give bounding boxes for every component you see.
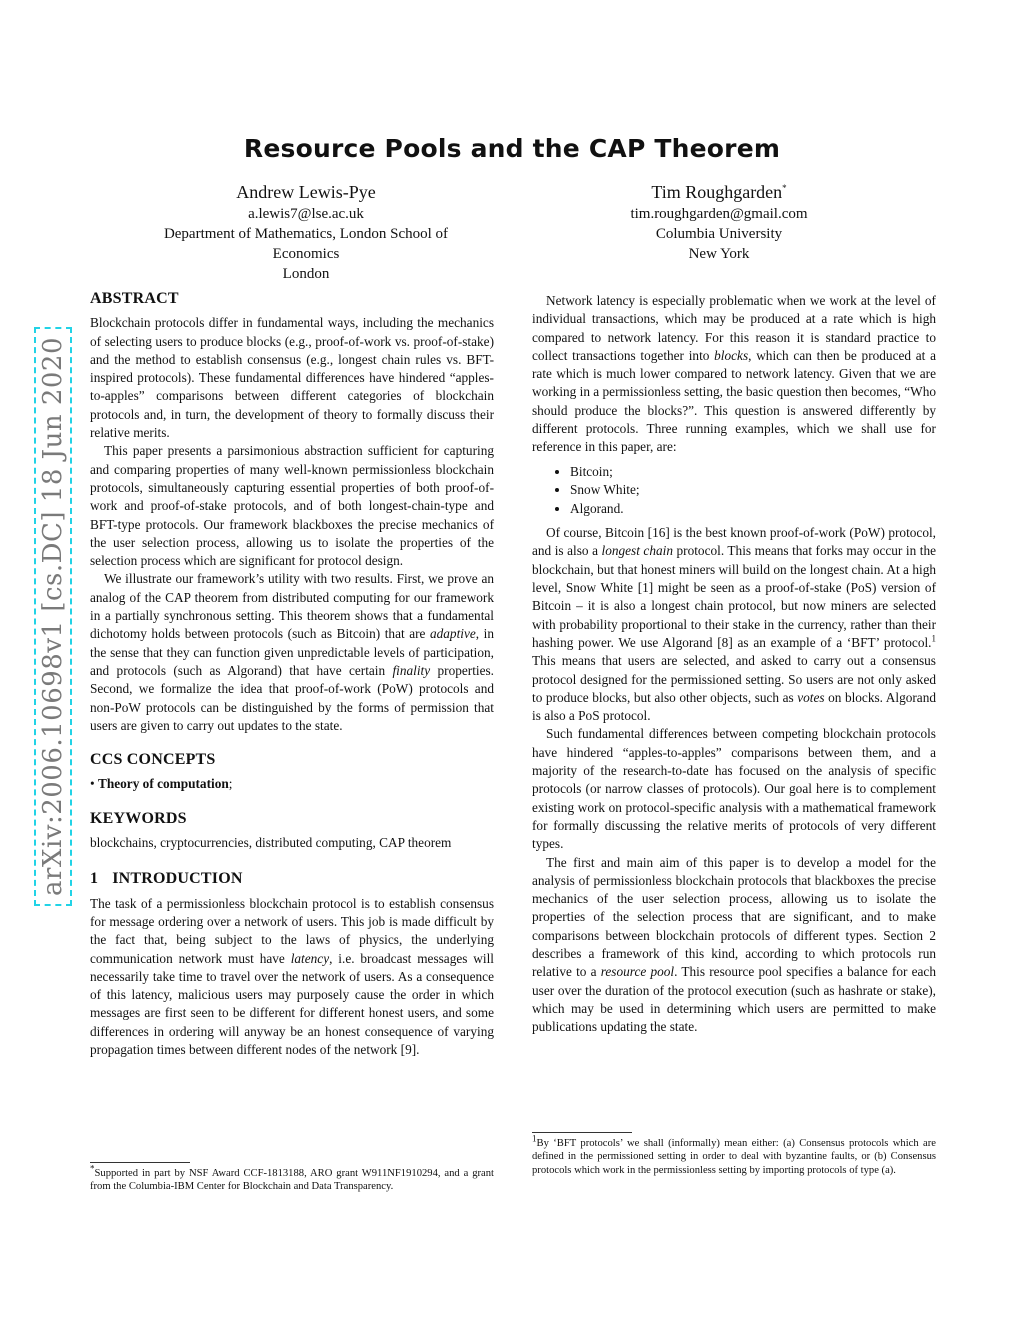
footnote-text: *Supported in part by NSF Award CCF-1813188, ARO grant W911NF1910294, and a grant from the Columbia-IBM Center for Blockchain and Data Transparency.: [90, 1163, 494, 1193]
body-paragraph: Such fundamental differences between competing blockchain protocols have hindered “apples-to-apples” comparisons between them, and a majority of the research-to-date has focused on the analysis of specific protocols (or narrow classes of protocols). Our goal here is to complement existing work on protocol-specific analysis with a mathematical framework for formally discussing the relative merits of protocols of very different types.: [532, 726, 936, 852]
paper-title: Resource Pools and the CAP Theorem: [243, 134, 781, 163]
footnote-rule: [90, 1162, 190, 1163]
ccs-concept: • Theory of computation;: [90, 776, 233, 792]
author-block-2: [560, 180, 878, 264]
author-block-1: [120, 180, 492, 284]
list-item: • Algorand.: [570, 500, 936, 519]
examples-list: [532, 463, 936, 519]
list-item: • Bitcoin;: [570, 463, 936, 482]
footnote-mark: *: [782, 183, 787, 193]
body-paragraph: The task of a permissionless blockchain protocol is to establish consensus for message ordering over a network of users. This job is made difficult by the fact that, being subject to the laws of physics, the underlying communication network must have latency, i.e. broadcast messages will necessarily take time to travel over the network of users. As a consequence of this latency, malicious users may purposely cause the order in which messages are first seen to be different for different honest users, and some differences in ordering will anyway be an honest consequence of varying propagation times between different nodes of the network [9].: [90, 895, 494, 1057]
footnote-left: [90, 1150, 494, 1194]
abstract-paragraph: Blockchain protocols differ in fundamental ways, including the mechanics of selecting users to produce blocks (e.g., proof-of-work vs. proof-of-stake) and the method to establish consensus (e.g., longest chain rules vs. BFT-inspired protocols). These fundamental differences have hindered “apples-to-apples” comparisons between different categories of blockchain protocols and, in turn, the development of theory to formally discuss their relative merits.: [90, 315, 494, 441]
body-paragraph: Of course, Bitcoin [16] is the best known proof-of-work (PoW) protocol, and is also a longest chain protocol. This means that forks may occur in the blockchain, but that honest miners will build on the longest chain. At a high level, Snow White [1] might be seen as a proof-of-stake (PoS) version of Bitcoin – it is also a longest chain protocol, but now miners are selected with probability proportional to their stake in the currency, rather than their hashing power. We use Algorand [8] as an example of a ‘BFT’ protocol.$^1$ This means that users are selected, and asked to carry out a consensus protocol designed for the permissioned setting. So users are not only asked to produce blocks, but also other objects, such as votes on blocks. Algorand is also a PoS protocol.: [532, 525, 937, 724]
author-affiliation: Columbia University: [655, 226, 783, 242]
keywords-text: blockchains, cryptocurrencies, distributed computing, CAP theorem: [90, 835, 452, 851]
footnote-rule: [532, 1132, 632, 1133]
footnote-text: $^1$By ‘BFT protocols’ we shall (informally) mean either: (a) Consensus protocols which are defined in the permissioned setting in order to deal with byzantine faults, or (b) Consensus protocols which work in the permissionless setting by importing protocols of type (a).: [532, 1133, 936, 1176]
footnote-right: [532, 1120, 936, 1177]
abstract-paragraph: We illustrate our framework’s utility with two results. First, we prove an analog of the CAP theorem from distributed computing for our framework in a partially synchronous setting. This theorem shows that a fundamental dichotomy holds between protocols (such as Bitcoin) that are adaptive, in the sense that they can function given unpredictable levels of participation, and protocols (such as Algorand) that have certain finality properties. Second, we formalize the idea that proof-of-work (PoW) protocols and non-PoW protocols can be distinguished by the forms of permission that users are given to carry out updates to the state.: [90, 571, 494, 733]
abstract-paragraph: This paper presents a parsimonious abstraction sufficient for capturing and comparing properties of many well-known permissionless blockchain protocols, simultaneously capturing essential properties of both proof-of-work and proof-of-stake protocols, and of both longest-chain-type and BFT-type protocols. Our framework blackboxes the precise mechanics of the user selection process, allowing us to isolate the properties of the selection process which are significant for protocol design.: [90, 443, 494, 569]
section-heading-introduction: 1 INTRODUCTION: [90, 870, 243, 888]
author-email: tim.roughgarden@gmail.com: [630, 206, 808, 222]
body-paragraph: Network latency is especially problematic when we work at the level of individual transactions, which may be produced at a rate which is high compared to network latency. For this reason it is standard practice to collect transactions together into blocks, which can then be produced at a rate which is much lower compared to network latency. Given that we are working in a permissionless setting, the basic question then becomes, “Who should produce the blocks?”. This question is answered differently by different protocols. Three running examples, which we shall use for reference in this paper, are:: [532, 293, 936, 455]
right-column: [532, 292, 936, 1036]
author-location: London: [282, 266, 330, 282]
author-affiliation: Department of Mathematics, London School of: [163, 226, 449, 242]
left-column: [90, 290, 494, 1059]
keywords-heading: KEYWORDS: [90, 809, 187, 827]
author-location: New York: [688, 246, 750, 262]
arxiv-side-stamp: arXiv:2006.10698v1 [cs.DC] 18 Jun 2020: [34, 327, 72, 906]
author-email: a.lewis7@lse.ac.uk: [248, 206, 364, 222]
author-name: Andrew Lewis-Pye: [236, 182, 376, 202]
ccs-heading: CCS CONCEPTS: [90, 751, 216, 769]
abstract-heading: ABSTRACT: [90, 290, 179, 307]
body-paragraph: The first and main aim of this paper is to develop a model for the analysis of permissionless blockchain protocols that blackboxes the precise mechanics of the user selection process, allowing us to isolate the properties of the selection process that are significant, and to make comparisons between blockchain protocols of different types. Section 2 describes a framework of this kind, according to which protocols run relative to a resource pool. This resource pool specifies a balance for each user over the duration of the protocol execution (such as hashrate or stake), which may be used in determining which users are permitted to make publications updating the state.: [532, 854, 936, 1035]
footnote-ref: 1: [931, 633, 936, 644]
list-item: • Snow White;: [570, 481, 936, 500]
author-name: Tim Roughgarden: [651, 182, 783, 202]
author-affiliation: Economics: [272, 246, 340, 262]
